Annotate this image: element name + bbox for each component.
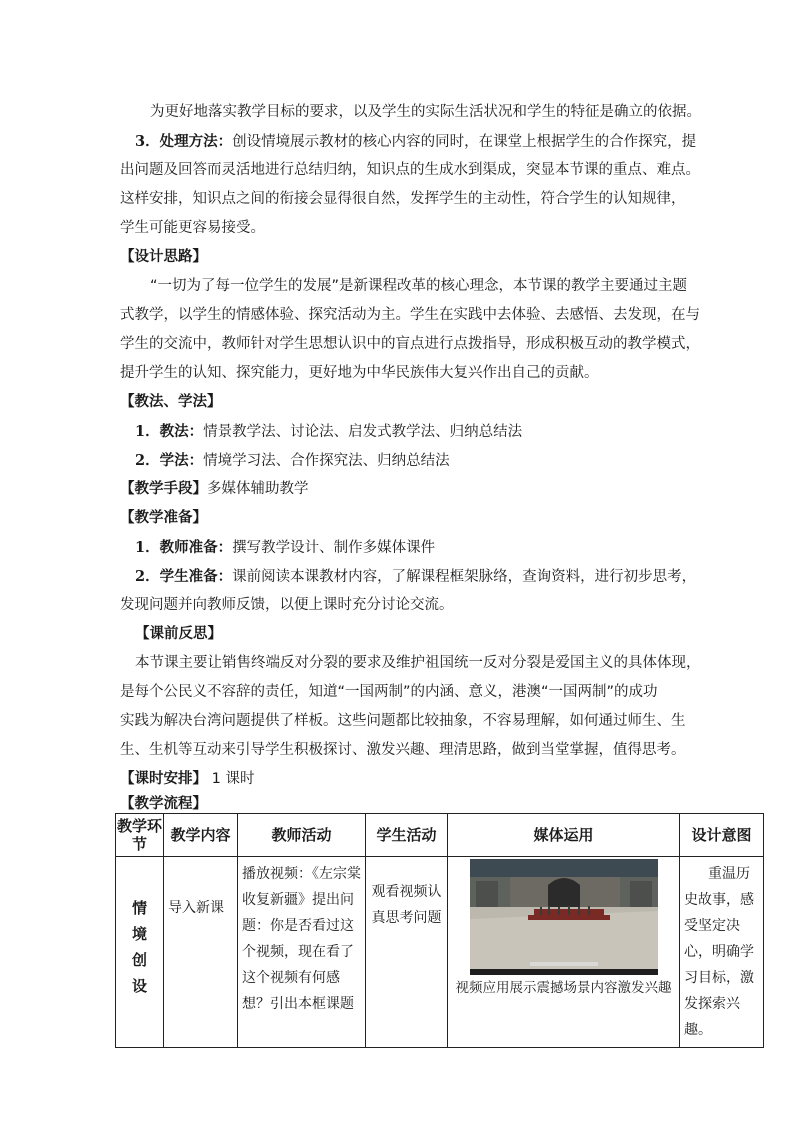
header-content: 教学内容: [164, 814, 238, 857]
method-line-3: 这样安排，知识点之间的衔接会显得很自然，发挥学生的主动性，符合学生的认知规律，: [120, 191, 686, 207]
reflection-line-3: 实践为解决台湾问题提供了样板。这些问题都比较抽象，不容易理解，如何通过师生、生: [120, 713, 686, 729]
student-prep: [120, 562, 697, 592]
reflection-line-4: 生、生机等互动来引导学生积极探讨、激发兴趣、理清思路，做到当堂掌握，值得思考。: [120, 742, 686, 758]
method-line-4: 学生可能更容易接受。: [120, 220, 265, 236]
teaching-method-text: 情景教学法、讨论法、启发式教学法、归纳总结法: [203, 424, 523, 440]
content-cell: 导入新课: [164, 857, 238, 1048]
learning-method: [120, 446, 680, 476]
method-line-2: 出问题及回答而灵活地进行总结归纳，知识点的生成水到渠成，突显本节课的重点、难点。: [120, 162, 700, 178]
heading-teaching-flow: 【教学流程】: [120, 796, 207, 812]
heading-reflection: 【课前反思】: [135, 626, 222, 642]
reflection-line-2: 是每个公民义不容辞的责任，知道“一国两制”的内涵、意义，港澳“一国两制”的成功: [120, 684, 658, 700]
stage-char: 设: [131, 977, 147, 995]
schedule-text: 1 课时: [207, 771, 255, 787]
header-student-activity: 学生活动: [366, 814, 448, 857]
heading-design-idea: 【设计思路】: [120, 249, 207, 265]
design-line-4: 提升学生的认知、探究能力，更好地为中华民族伟大复兴作出自己的贡献。: [120, 365, 599, 381]
design-line-3: 学生的交流中，教师针对学生思想认识中的盲点进行点拨指导，形成积极互动的教学模式，: [120, 336, 700, 352]
design-intent-cell: 重温历史故事，感受坚定决心，明确学习目标，激发探索兴趣。: [680, 857, 764, 1048]
term-teaching-method: 1．教法：: [135, 423, 204, 440]
header-media: 媒体运用: [448, 814, 680, 857]
media-caption: 视频应用展示震撼场景内容激发兴趣: [455, 980, 672, 996]
heading-teaching-means: 【教学手段】: [120, 481, 207, 497]
stage-cell: [116, 857, 164, 1048]
term-learning-method: 2．学法：: [135, 452, 204, 469]
heading-preparation: 【教学准备】: [120, 510, 207, 526]
heading-schedule: 【课时安排】: [120, 771, 207, 787]
teacher-activity-cell: 播放视频：《左宗棠收复新疆》提出问题：你是否看过这个视频，现在看了这个视频有何感想？引出本框课题: [238, 857, 366, 1048]
table-row: [116, 857, 764, 1048]
header-stage: 教学环节: [116, 814, 164, 857]
design-line-1: “一切为了每一位学生的发展”是新课程改革的核心理念，本节课的教学主要通过主题: [150, 278, 688, 294]
header-design-intent: 设计意图: [680, 814, 764, 857]
student-activity-cell: 观看视频认真思考问题: [366, 857, 448, 1048]
term-method: 3．处理方法：: [135, 133, 233, 150]
stage-char: 境: [131, 925, 147, 943]
teacher-prep-text: 撰写教学设计、制作多媒体课件: [232, 540, 436, 556]
student-prep-line-1: 课前阅读本课教材内容，了解课程框架脉络，查询资料，进行初步思考，: [232, 569, 697, 585]
reflection-line-1: 本节课主要让销售终端反对分裂的要求及维护祖国统一反对分裂是爱国主义的具体体现，: [135, 655, 701, 671]
student-prep-line-2: 发现问题并向教师反馈，以便上课时充分讨论交流。: [120, 597, 454, 613]
design-line-2: 式教学，以学生的情感体验、探究活动为主。学生在实践中去体验、去感悟、去发现，在与: [120, 307, 700, 323]
table-header-row: [116, 814, 764, 857]
teaching-means: [120, 475, 680, 504]
teacher-prep: [120, 533, 680, 563]
teaching-method: [120, 417, 680, 447]
method-line-1: 创设情境展示教材的核心内容的同时，在课堂上根据学生的合作探究，提: [232, 134, 697, 150]
term-teacher-prep: 1．教师准备：: [135, 539, 233, 556]
teaching-means-text: 多媒体辅助教学: [207, 481, 309, 497]
paragraph-basis: 为更好地落实教学目标的要求，以及学生的实际生活状况和学生的特征是确立的依据。: [150, 104, 701, 120]
paragraph-method: [120, 127, 697, 157]
stage-char: 情: [131, 899, 147, 917]
teaching-flow-table: [115, 813, 764, 1048]
learning-method-text: 情境学习法、合作探究法、归纳总结法: [203, 453, 450, 469]
heading-methods: 【教法、学法】: [120, 394, 222, 410]
term-student-prep: 2．学生准备：: [135, 568, 233, 585]
header-teacher-activity: 教师活动: [238, 814, 366, 857]
media-cell: [448, 857, 680, 1048]
video-thumbnail-icon[interactable]: [470, 859, 658, 975]
stage-char: 创: [131, 951, 147, 969]
